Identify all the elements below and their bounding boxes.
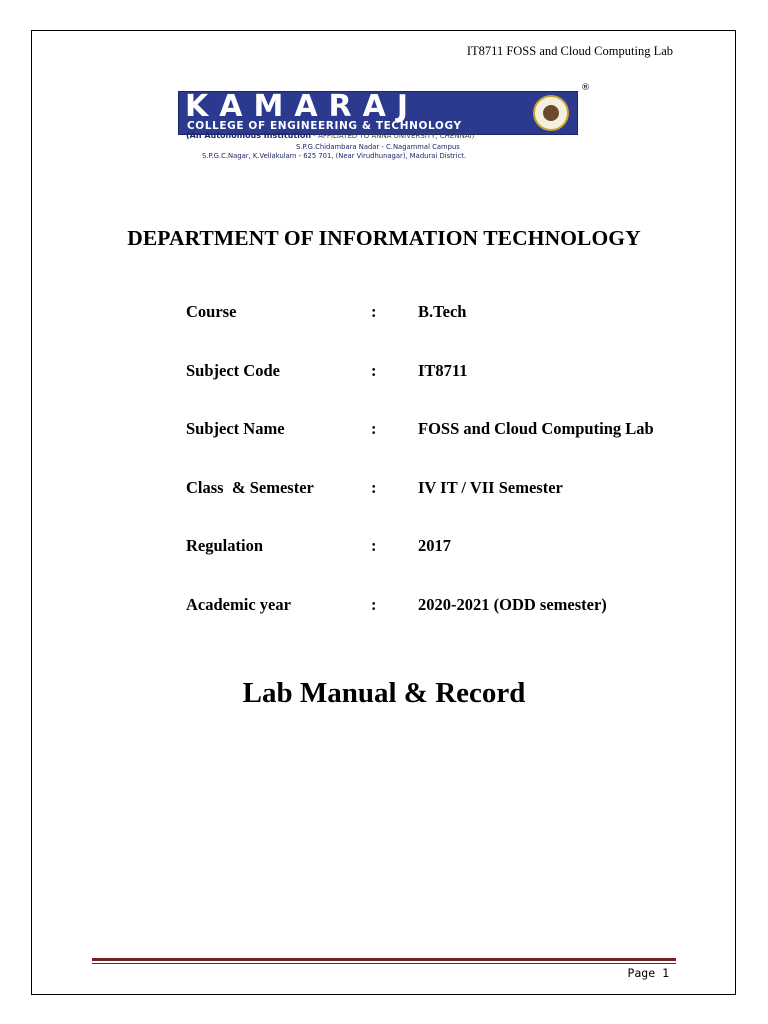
department-heading: DEPARTMENT OF INFORMATION TECHNOLOGY (127, 226, 641, 250)
detail-label: Academic year (186, 594, 291, 614)
footer-rule (92, 958, 676, 961)
detail-separator: : (371, 360, 377, 380)
detail-separator: : (371, 302, 377, 321)
detail-separator: : (371, 419, 377, 439)
running-header: IT8711 FOSS and Cloud Computing Lab (466, 44, 673, 58)
detail-row-subject-name (186, 419, 706, 478)
detail-value: FOSS and Cloud Computing Lab (418, 419, 654, 439)
detail-separator: : (371, 536, 377, 556)
detail-value: 2020-2021 (ODD semester) (418, 594, 607, 614)
page-number: Page 1 (627, 966, 669, 980)
logo-address: S.P.G.C.Nagar, K.Vellakulam - 625 701, (Near Virudhunagar), Madurai District. (202, 152, 467, 160)
logo-campus: S.P.G.Chidambara Nadar - C.Nagammal Campus (296, 143, 460, 151)
detail-separator: : (371, 477, 377, 497)
document-title: Lab Manual & Record (242, 677, 526, 709)
detail-row-academic-year (186, 595, 706, 654)
detail-value: 2017 (418, 536, 451, 556)
detail-value: IT8711 (418, 360, 468, 380)
detail-row-course (186, 302, 706, 361)
logo-banner (178, 91, 578, 135)
logo-tagline: COLLEGE OF ENGINEERING & TECHNOLOGY (187, 120, 462, 132)
detail-label: Regulation (186, 536, 264, 556)
detail-row-subject-code (186, 361, 706, 420)
detail-row-regulation (186, 536, 706, 595)
detail-label: Course (186, 302, 237, 321)
logo-autonomous: (An Autonomous Institution (186, 131, 312, 140)
registered-mark: ® (581, 83, 590, 93)
detail-row-class-semester (186, 478, 706, 537)
detail-separator: : (371, 594, 377, 614)
logo-affiliation-line (186, 131, 474, 140)
logo-affiliation: - AFFILIATED TO ANNA UNIVERSITY, CHENNAI) (311, 132, 475, 140)
detail-label: Class & Semester (186, 477, 314, 497)
detail-value: B.Tech (418, 302, 467, 321)
detail-label: Subject Code (186, 360, 280, 380)
detail-label: Subject Name (186, 419, 285, 439)
footer-rule-thin (92, 963, 676, 964)
emblem-center (543, 105, 559, 121)
logo-name: KAMARAJ (185, 89, 420, 124)
college-logo (178, 85, 590, 175)
emblem-icon (533, 95, 569, 131)
course-details (186, 302, 706, 654)
detail-value: IV IT / VII Semester (418, 477, 563, 497)
